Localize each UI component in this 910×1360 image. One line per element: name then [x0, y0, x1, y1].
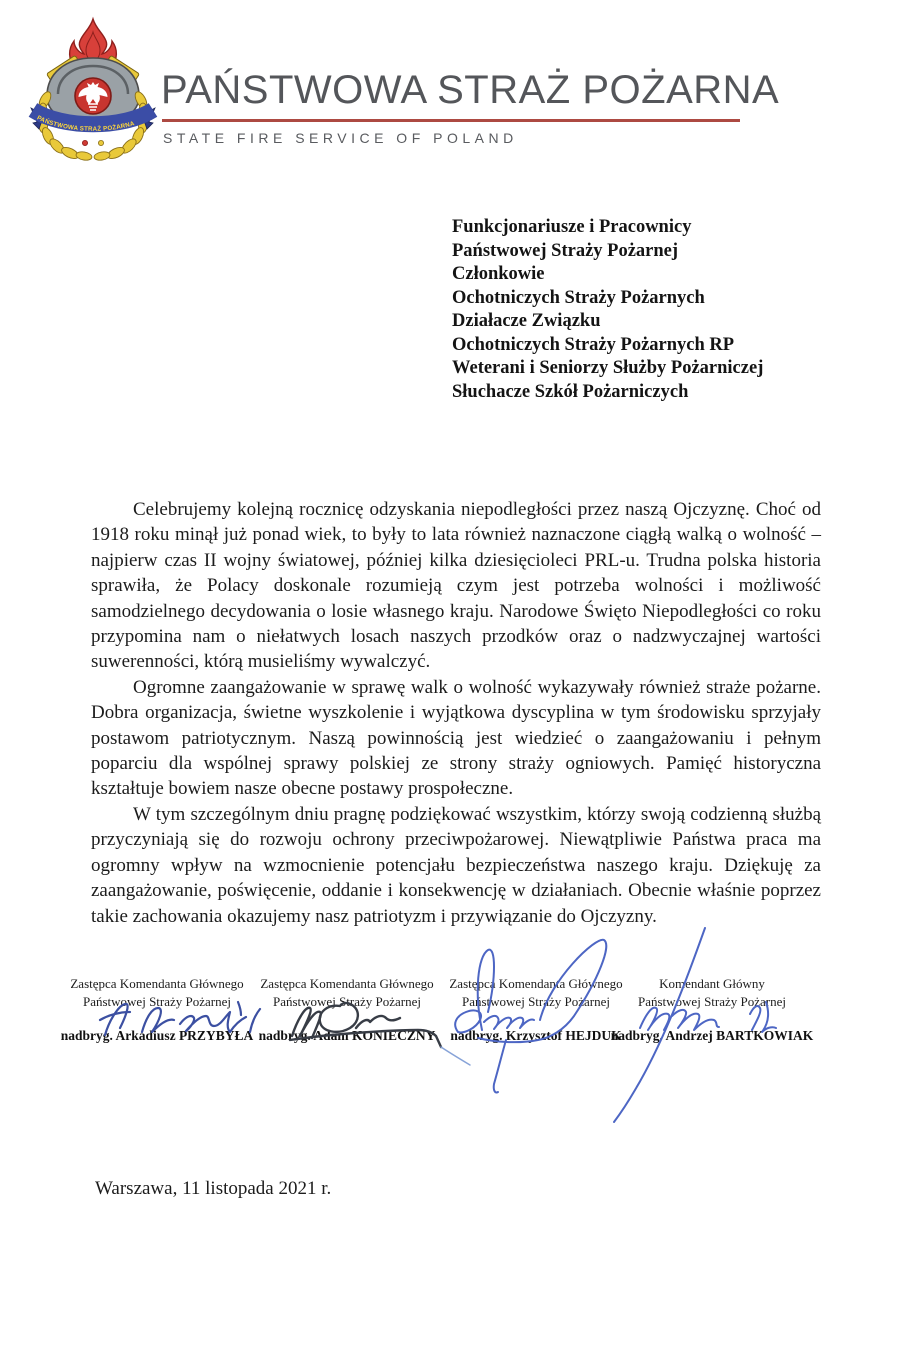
body-paragraph: W tym szczególnym dniu pragnę podziękować wszystkim, którzy swoją codzienną służbą przyczyniają się do rozwoju ochrony przeciwpożarowej. Niewątpliwie Państwa praca ma ogromny wpływ na wzmocnienie potencjału bezpieczeństwa naszego kraju. Dziękuję za zaangażowanie, poświęcenie, oddanie i konsekwencję w działaniach. Obecnie właśnie poprzez takie zachowania okazujemy nasz patriotyzm i przywiązanie do Ojczyzny.	[91, 803, 821, 927]
recipient-line: Funkcjonariusze i Pracownicy	[452, 217, 692, 237]
recipient-line: Weterani i Seniorzy Służby Pożarniczej	[452, 358, 764, 378]
signature-block-konieczny	[237, 975, 457, 1044]
signature-title: Państwowej Straży Pożarnej	[461, 994, 611, 1009]
recipient-line: Członkowie	[452, 264, 545, 284]
letter-body	[91, 497, 821, 929]
dateline: Warszawa, 11 listopada 2021 r.	[95, 1178, 332, 1199]
fire-service-emblem-icon	[28, 8, 158, 162]
recipient-line: Państwowej Straży Pożarnej	[452, 240, 679, 261]
signature-title: Państwowej Straży Pożarnej	[82, 994, 232, 1009]
recipient-line: Ochotniczych Straży Pożarnych RP	[452, 334, 735, 355]
ribbon-text: PAŃSTWOWA STRAŻ POŻARNA	[35, 114, 136, 133]
signature-title: Państwowej Straży Pożarnej	[637, 994, 787, 1009]
signature-title: Zastępca Komendanta Głównego	[260, 976, 434, 991]
signature-title: Zastępca Komendanta Głównego	[70, 976, 244, 991]
recipient-line: Działacze Związku	[452, 311, 601, 331]
signature-title: Państwowej Straży Pożarnej	[272, 994, 422, 1009]
berry-left	[82, 140, 87, 145]
signature-title: Zastępca Komendanta Głównego	[449, 976, 623, 991]
org-title: PAŃSTWOWA STRAŻ POŻARNA	[161, 68, 780, 112]
signature-block-przybyla	[47, 975, 267, 1044]
signature-name: nadbryg. Andrzej BARTKOWIAK	[610, 1028, 814, 1043]
signature-name: nadbryg. Arkadiusz PRZYBYŁA	[60, 1028, 254, 1043]
recipient-line: Słuchacze Szkół Pożarniczych	[452, 381, 689, 402]
signature-title: Komendant Główny	[659, 976, 765, 991]
recipient-line: Ochotniczych Straży Pożarnych	[452, 287, 705, 308]
signature-name: nadbryg. Krzysztof HEJDUK	[450, 1028, 622, 1043]
header-rule	[162, 119, 740, 122]
recipient-block	[452, 216, 763, 404]
signature-name: nadbryg. Adam KONIECZNY	[258, 1028, 436, 1043]
org-subtitle: STATE FIRE SERVICE OF POLAND	[163, 130, 518, 146]
signature-block-bartkowiak	[602, 975, 822, 1044]
body-paragraph: Ogromne zaangażowanie w sprawę walk o wolność wykazywały również straże pożarne. Dobra organizacja, świetne wyszkolenie i wyjątkowa dyscyplina w tym środowisku sprzyjały postawom patriotycznym. Naszą powinnością jest wiedzieć o zaangażowaniu i pełnym poparciu dla wspólnej sprawy polskiej ze strony straży ogniowych. Pamięć historyczna kształtuje bowiem nasze obecne postawy prospołeczne.	[91, 676, 821, 800]
signature-konieczny-tail	[441, 1047, 470, 1065]
body-paragraph: Celebrujemy kolejną rocznicę odzyskania niepodległości przez naszą Ojczyznę. Choć od 1918 roku minął już ponad wiek, to były to lata również naznaczone ciągłą walką o wolność – najpierw czas II wojny światowej, później kilka dziesięcioleci PRL-u. Trudna polska historia sprawiła, że Polacy doskonale rozumieją czym jest potrzeba wolności i możliwość samodzielnego decydowania o losie własnego kraju. Narodowe Święto Niepodległości co roku przypomina nam o niełatwych losach naszych przodków oraz o nadzwyczajnej wartości suwerenności, którą musieliśmy wywalczyć.	[91, 499, 821, 673]
berry-right	[98, 140, 103, 145]
